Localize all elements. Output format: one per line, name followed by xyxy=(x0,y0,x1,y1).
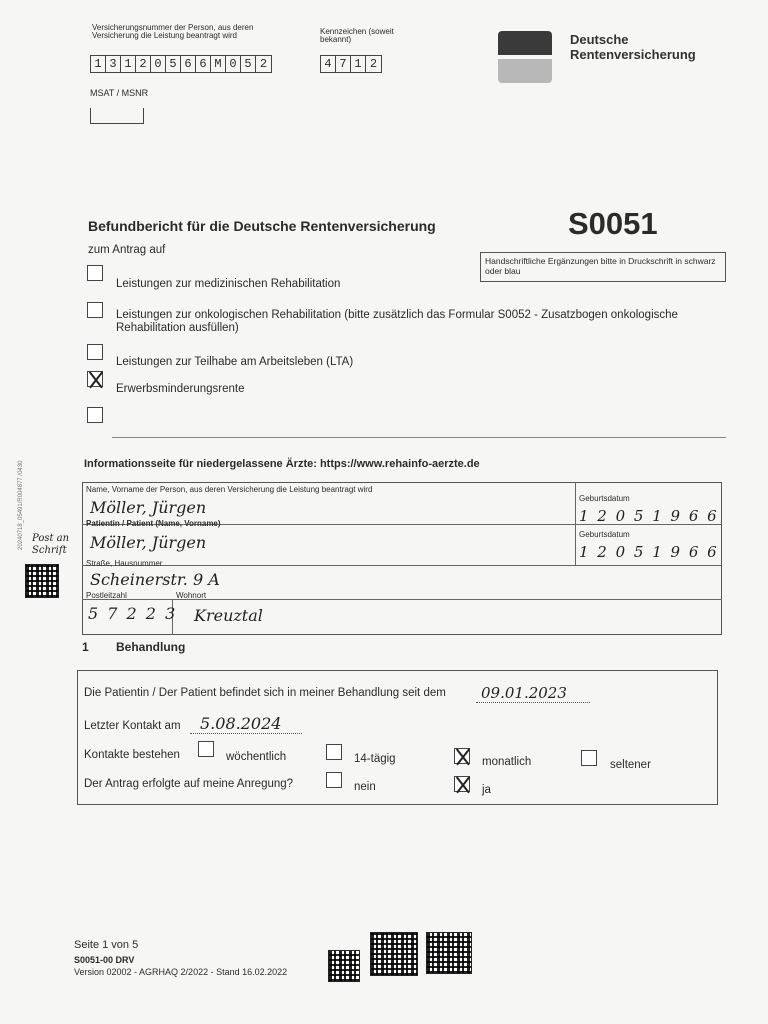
drv-logo-icon xyxy=(498,31,552,83)
form-version: Version 02002 - AGRHAQ 2/2022 - Stand 16.02.2022 xyxy=(74,967,288,977)
insurance-number-digit: 5 xyxy=(166,56,181,72)
insurance-number-digit: 5 xyxy=(241,56,256,72)
zip-value[interactable]: 5 7 2 2 3 xyxy=(88,604,178,623)
side-note: Post an Schrift xyxy=(32,533,70,556)
section-title: Behandlung xyxy=(116,640,186,654)
identifier-field[interactable] xyxy=(320,55,382,73)
checkbox-disability-pension[interactable] xyxy=(87,371,103,387)
option-oncology-rehab-label: Leistungen zur onkologischen Rehabilitation (bitte zusätzlich das Formular S0052 - Zusatzbogen onkologische Rehabilitation ausfüllen) xyxy=(116,309,678,334)
city-label: Wohnort xyxy=(176,591,207,600)
insurance-number-digit: 1 xyxy=(121,56,136,72)
identifier-digit: 4 xyxy=(321,56,336,72)
form-id: S0051-00 DRV xyxy=(74,955,135,965)
side-barcode-icon xyxy=(25,564,59,598)
suggestion-label: Der Antrag erfolgte auf meine Anregung? xyxy=(84,778,294,790)
option-disability-pension-label: Erwerbsminderungsrente xyxy=(116,383,245,395)
identifier-digit: 1 xyxy=(351,56,366,72)
insured-birthdate-label: Geburtsdatum xyxy=(579,494,630,503)
last-contact-value[interactable]: 5.08.2024 xyxy=(200,714,282,733)
no-label: nein xyxy=(354,781,376,793)
insurance-number-digit: 6 xyxy=(196,56,211,72)
insured-birthdate-value[interactable]: 1 2 0 5 1 9 6 6 xyxy=(579,507,719,525)
checkbox-medical-rehab[interactable] xyxy=(87,265,103,281)
zip-label: Postleitzahl xyxy=(86,591,127,600)
msat-label: MSAT / MSNR xyxy=(90,88,149,98)
footer-barcode-medium-icon xyxy=(370,932,418,976)
street-value[interactable]: Scheinerstr. 9 A xyxy=(90,570,220,589)
info-line[interactable]: Informationsseite für niedergelassene Ärzte: https://www.rehainfo-aerzte.de xyxy=(84,458,480,470)
identifier-label: Kennzeichen (soweit bekannt) xyxy=(320,27,394,44)
insurance-number-digit: 1 xyxy=(91,56,106,72)
checkbox-biweekly[interactable] xyxy=(326,744,342,760)
street-label: Straße, Hausnummer xyxy=(86,559,163,568)
insurance-number-digit: M xyxy=(211,56,226,72)
footer-barcode-small-icon xyxy=(328,950,360,982)
patient-birthdate-value[interactable]: 1 2 0 5 1 9 6 6 xyxy=(579,543,719,561)
monthly-label: monatlich xyxy=(482,756,532,768)
form-title: Befundbericht für die Deutsche Rentenversicherung xyxy=(88,218,436,234)
insurance-number-digit: 2 xyxy=(136,56,151,72)
insurance-number-digit: 0 xyxy=(226,56,241,72)
city-value[interactable]: Kreuztal xyxy=(194,606,263,625)
checkbox-lta[interactable] xyxy=(87,344,103,360)
checkbox-rarer[interactable] xyxy=(581,750,597,766)
biweekly-label: 14-tägig xyxy=(354,753,396,765)
patient-birthdate-label: Geburtsdatum xyxy=(579,530,630,539)
insurance-number-digit: 3 xyxy=(106,56,121,72)
vertical-code: 20240718_05491/R004877 /0430 xyxy=(18,460,24,550)
option-medical-rehab-label: Leistungen zur medizinischen Rehabilitation xyxy=(116,278,341,290)
insurance-number-digit: 2 xyxy=(259,57,268,71)
insured-label: Name, Vorname der Person, aus deren Versicherung die Leistung beantragt wird xyxy=(86,485,373,494)
insurance-number-label: Versicherungsnummer der Person, aus deren Versicherung die Leistung beantragt wird xyxy=(92,23,254,40)
msat-field[interactable] xyxy=(90,108,144,124)
form-subtitle: zum Antrag auf xyxy=(88,244,166,256)
last-contact-label: Letzter Kontakt am xyxy=(84,720,181,732)
other-line[interactable] xyxy=(112,437,726,438)
checkbox-other[interactable] xyxy=(87,407,103,423)
handwriting-note: Handschriftliche Ergänzungen bitte in Druckschrift in schwarz oder blau xyxy=(480,252,726,282)
drv-logo-text: Deutsche Rentenversicherung xyxy=(570,32,696,62)
checkbox-weekly[interactable] xyxy=(198,741,214,757)
section-number: 1 xyxy=(82,640,89,654)
yes-label: ja xyxy=(482,784,491,796)
page-number: Seite 1 von 5 xyxy=(74,939,139,951)
rarer-label: seltener xyxy=(610,759,651,771)
patient-label: Patientin / Patient (Name, Vorname) xyxy=(86,519,221,528)
insurance-number-digit: 6 xyxy=(181,56,196,72)
treatment-since-label: Die Patientin / Der Patient befindet sich in meiner Behandlung seit dem xyxy=(84,687,446,699)
checkbox-oncology-rehab[interactable] xyxy=(87,302,103,318)
insurance-number-field[interactable] xyxy=(90,55,272,73)
checkbox-no[interactable] xyxy=(326,772,342,788)
checkbox-monthly[interactable] xyxy=(454,748,470,764)
patient-value[interactable]: Möller, Jürgen xyxy=(90,533,207,552)
checkbox-yes[interactable] xyxy=(454,776,470,792)
footer-barcode-large-icon xyxy=(426,932,472,974)
identifier-digit: 7 xyxy=(336,56,351,72)
form-code: S0051 xyxy=(568,206,658,241)
contacts-label: Kontakte bestehen xyxy=(84,749,180,761)
option-lta-label: Leistungen zur Teilhabe am Arbeitsleben (LTA) xyxy=(116,356,354,368)
insured-value[interactable]: Möller, Jürgen xyxy=(90,498,207,517)
insurance-number-digit: 0 xyxy=(151,56,166,72)
weekly-label: wöchentlich xyxy=(226,751,287,763)
identifier-digit: 2 xyxy=(369,57,378,71)
treatment-since-value[interactable]: 09.01.2023 xyxy=(481,684,567,702)
